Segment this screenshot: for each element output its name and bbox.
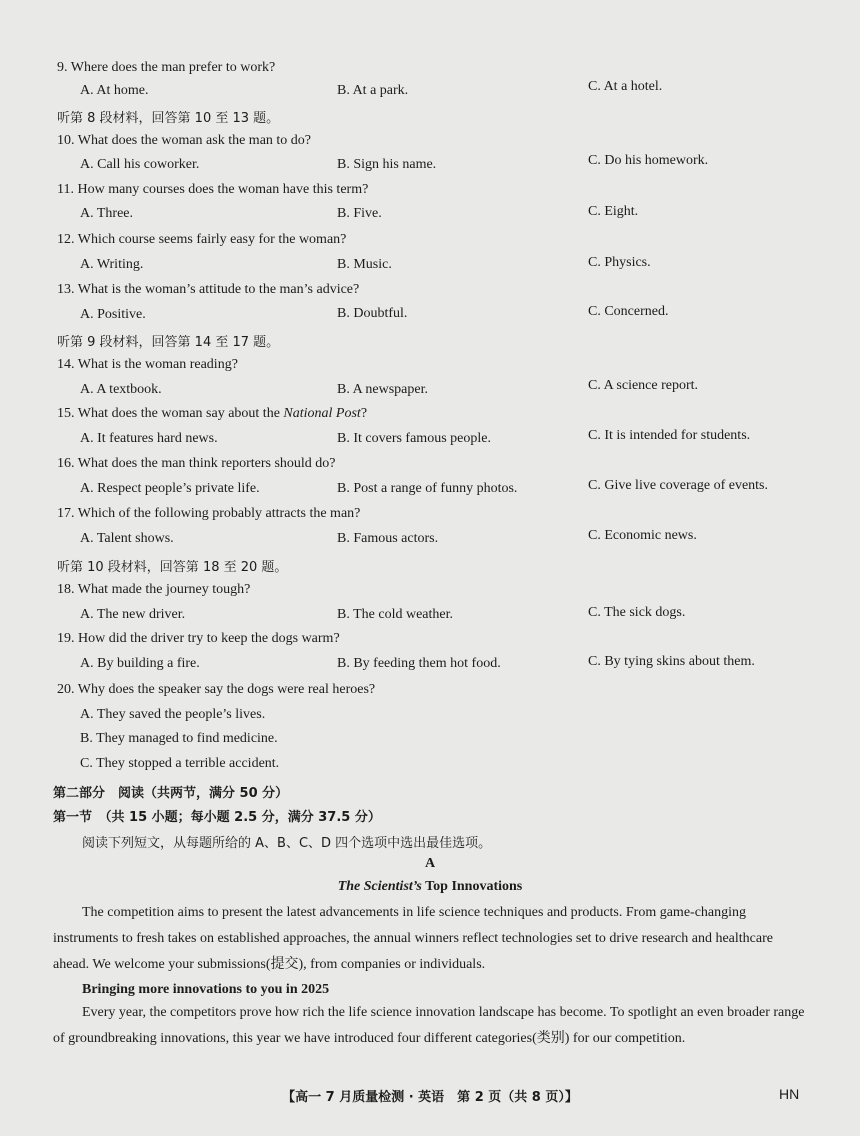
option-c: C. Economic news. xyxy=(588,528,697,543)
option-a: A. Call his coworker. xyxy=(80,157,200,172)
option-a: A. Three. xyxy=(80,206,133,221)
option-b: B. It covers famous people. xyxy=(337,431,491,446)
option-c: C. Give live coverage of events. xyxy=(588,478,768,493)
passage-letter: A xyxy=(424,856,436,871)
option-b: B. Sign his name. xyxy=(337,157,437,172)
option-a: A. They saved the people’s lives. xyxy=(80,707,266,722)
option-a: A. Talent shows. xyxy=(80,531,174,546)
option-b: B. The cold weather. xyxy=(337,607,453,622)
page-footer: 【高一 7 月质量检测 · 英语 第 2 页（共 8 页）】 xyxy=(282,1090,578,1105)
question-17: 17. Which of the following probably attracts the man? xyxy=(57,506,361,521)
option-a: A. The new driver. xyxy=(80,607,186,622)
option-c: C. The sick dogs. xyxy=(588,605,686,620)
title-emphasis: The Scientist’s xyxy=(337,879,422,894)
option-b: B. Five. xyxy=(337,206,382,221)
part-2-heading: 第二部分 阅读（共两节，满分 50 分） xyxy=(53,786,289,801)
option-c: C. It is intended for students. xyxy=(588,428,751,443)
question-13: 13. What is the woman’s attitude to the man’s advice? xyxy=(57,282,360,297)
title-rest: Top Innovations xyxy=(421,879,523,894)
question-11: 11. How many courses does the woman have this term? xyxy=(57,182,369,197)
question-mark: ? xyxy=(360,406,368,421)
option-b: B. By feeding them hot food. xyxy=(337,656,501,671)
section-9-heading: 听第 9 段材料，回答第 14 至 17 题。 xyxy=(57,335,280,350)
option-b: B. Doubtful. xyxy=(337,306,408,321)
passage-title xyxy=(0,879,860,895)
option-a: A. A textbook. xyxy=(80,382,162,397)
question-12: 12. Which course seems fairly easy for the woman? xyxy=(57,232,347,247)
question-10: 10. What does the woman ask the man to do? xyxy=(57,133,312,148)
passage-paragraph-2: Every year, the competitors prove how rich the life science innovation landscape has become. To spotlight an even broader range of groundbreaking innovations, this year we have introduced four different categories(类别) for our competition. xyxy=(53,1005,805,1046)
option-b: B. They managed to find medicine. xyxy=(80,731,278,746)
footer-code: HN xyxy=(779,1086,800,1102)
option-b: B. Post a range of funny photos. xyxy=(337,481,518,496)
option-c: C. Eight. xyxy=(588,204,639,219)
option-a: A. It features hard news. xyxy=(80,431,218,446)
option-c: C. Do his homework. xyxy=(588,153,709,168)
question-16: 16. What does the man think reporters should do? xyxy=(57,456,336,471)
option-b: B. Famous actors. xyxy=(337,531,439,546)
question-19: 19. How did the driver try to keep the dogs warm? xyxy=(57,631,340,646)
option-c: C. A science report. xyxy=(588,378,699,393)
reading-instruction: 阅读下列短文，从每题所给的 A、B、C、D 四个选项中选出最佳选项。 xyxy=(82,836,492,851)
option-a: A. Positive. xyxy=(80,307,146,322)
option-c: C. Concerned. xyxy=(588,304,669,319)
option-b: B. Music. xyxy=(337,257,392,272)
question-14: 14. What is the woman reading? xyxy=(57,357,238,372)
question-20: 20. Why does the speaker say the dogs were real heroes? xyxy=(57,682,376,697)
option-c: C. By tying skins about them. xyxy=(588,654,755,669)
section-1-heading: 第一节 （共 15 小题；每小题 2.5 分，满分 37.5 分） xyxy=(53,810,381,825)
option-c: C. They stopped a terrible accident. xyxy=(80,756,280,771)
question-9: 9. Where does the man prefer to work? xyxy=(57,60,276,75)
option-a: A. Respect people’s private life. xyxy=(80,481,260,496)
option-c: C. At a hotel. xyxy=(588,79,663,94)
option-c: C. Physics. xyxy=(588,255,651,270)
option-b: B. A newspaper. xyxy=(337,382,428,397)
question-15 xyxy=(57,406,367,422)
option-b: B. At a park. xyxy=(337,83,409,98)
section-8-heading: 听第 8 段材料，回答第 10 至 13 题。 xyxy=(57,111,280,126)
passage-paragraph-1: The competition aims to present the latest advancements in life science techniques and products. From game-changing instruments to fresh takes on established approaches, the annual winners reflect technologies set to drive research and healthcare ahead. We welcome your submissions(提交), from companies or individuals. xyxy=(53,905,773,972)
question-18: 18. What made the journey tough? xyxy=(57,582,251,597)
section-10-heading: 听第 10 段材料，回答第 18 至 20 题。 xyxy=(57,560,288,575)
passage-subheading: Bringing more innovations to you in 2025 xyxy=(82,982,330,997)
question-text: 15. What does the woman say about the xyxy=(57,406,284,421)
option-a: A. At home. xyxy=(80,83,149,98)
option-a: A. By building a fire. xyxy=(80,656,200,671)
newspaper-title: National Post xyxy=(283,406,361,421)
option-a: A. Writing. xyxy=(80,257,144,272)
